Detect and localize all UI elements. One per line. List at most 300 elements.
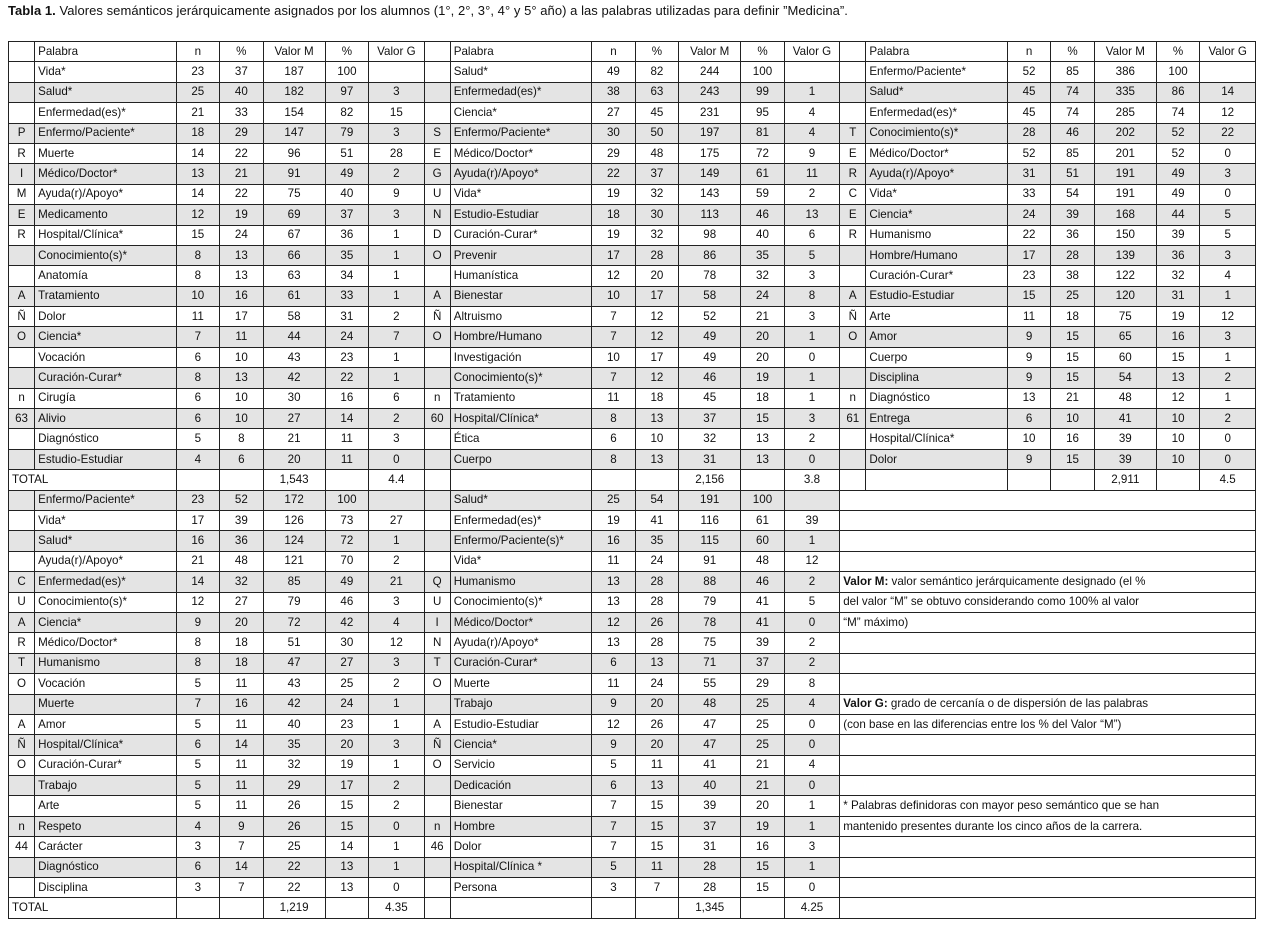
cell-valor-g: 21 <box>369 572 424 592</box>
year-label-cell <box>424 551 450 571</box>
table-row <box>9 409 1256 429</box>
cell-percent: 10 <box>220 388 264 408</box>
cell-valor-m: 197 <box>679 123 741 143</box>
cell-n: 18 <box>176 123 220 143</box>
year-label-cell <box>424 531 450 551</box>
table-row <box>9 735 1256 755</box>
cell-n: 15 <box>176 225 220 245</box>
cell-valor-g: 12 <box>1200 307 1256 327</box>
year-label-cell: I <box>9 164 35 184</box>
cell-valor-g: 0 <box>784 878 839 898</box>
cell-valor-m: 78 <box>679 612 741 632</box>
cell-valor-m: 175 <box>679 143 741 163</box>
cell-valor-m: 201 <box>1094 143 1156 163</box>
cell-percent: 39 <box>220 510 264 530</box>
cell-percent-m: 33 <box>325 286 369 306</box>
cell-palabra: Curación-Curar* <box>866 266 1007 286</box>
cell-percent-m: 13 <box>325 857 369 877</box>
cell-n: 3 <box>176 837 220 857</box>
legend-note <box>840 551 1256 571</box>
cell-percent: 85 <box>1051 62 1095 82</box>
year-label-cell: O <box>840 327 866 347</box>
total-blank <box>635 898 679 918</box>
year-label-cell: R <box>840 164 866 184</box>
cell-valor-g: 22 <box>1200 123 1256 143</box>
cell-n: 11 <box>1007 307 1051 327</box>
cell-valor-g: 4 <box>784 755 839 775</box>
year-label-cell <box>9 103 35 123</box>
cell-valor-g: 1 <box>1200 388 1256 408</box>
cell-valor-g: 0 <box>1200 184 1256 204</box>
cell-valor-g: 9 <box>784 143 839 163</box>
year-label-cell: O <box>9 327 35 347</box>
table-row <box>9 347 1256 367</box>
cell-percent: 28 <box>635 633 679 653</box>
cell-percent: 15 <box>1051 327 1095 347</box>
year-label-cell <box>840 62 866 82</box>
cell-n: 12 <box>592 612 636 632</box>
cell-palabra: Vida* <box>35 510 176 530</box>
total-blank <box>1156 470 1200 490</box>
cell-percent: 13 <box>220 266 264 286</box>
cell-percent: 19 <box>220 205 264 225</box>
semantic-values-table <box>8 41 1256 919</box>
table-row <box>9 184 1256 204</box>
cell-valor-g: 3 <box>1200 164 1256 184</box>
table-row <box>9 816 1256 836</box>
legend-note <box>840 490 1256 510</box>
table-row <box>9 592 1256 612</box>
cell-valor-g: 1 <box>369 245 424 265</box>
table-row <box>9 551 1256 571</box>
cell-palabra: Anatomía <box>35 266 176 286</box>
cell-valor-m: 86 <box>679 245 741 265</box>
cell-valor-g: 1 <box>784 816 839 836</box>
cell-palabra: Médico/Doctor* <box>866 143 1007 163</box>
cell-n: 7 <box>592 327 636 347</box>
cell-percent-m: 16 <box>325 388 369 408</box>
cell-valor-m: 69 <box>263 205 325 225</box>
year-label-cell: n <box>9 388 35 408</box>
cell-palabra: Salud* <box>450 490 591 510</box>
cell-palabra: Muerte <box>450 674 591 694</box>
cell-valor-g: 1 <box>369 225 424 245</box>
cell-n: 14 <box>176 184 220 204</box>
cell-valor-g: 1 <box>369 286 424 306</box>
cell-percent-m: 25 <box>741 735 785 755</box>
year-label-cell: A <box>9 286 35 306</box>
table-row <box>9 878 1256 898</box>
legend-note <box>840 816 1256 836</box>
cell-valor-g: 3 <box>369 82 424 102</box>
cell-percent-m: 15 <box>1156 347 1200 367</box>
cell-palabra: Humanismo <box>866 225 1007 245</box>
legend-text: valor semántico jerárquicamente designado (el % <box>888 574 1146 588</box>
total-row <box>9 898 1256 918</box>
year-label-cell: N <box>424 633 450 653</box>
table-row <box>9 62 1256 82</box>
column-header: % <box>741 42 785 62</box>
year-label-cell: R <box>9 143 35 163</box>
cell-n: 12 <box>592 714 636 734</box>
table-row <box>9 286 1256 306</box>
cell-valor-m: 43 <box>263 674 325 694</box>
cell-valor-g: 0 <box>784 735 839 755</box>
cell-valor-g: 12 <box>784 551 839 571</box>
cell-percent: 32 <box>635 225 679 245</box>
cell-percent: 24 <box>635 551 679 571</box>
legend-text: mantenido presentes durante los cinco años de la carrera. <box>843 819 1143 833</box>
cell-percent: 48 <box>635 143 679 163</box>
cell-palabra: Carácter <box>35 837 176 857</box>
year-label-cell: O <box>424 327 450 347</box>
cell-valor-g: 1 <box>369 368 424 388</box>
cell-valor-g: 2 <box>369 796 424 816</box>
year-label-cell <box>9 429 35 449</box>
table-row <box>9 388 1256 408</box>
cell-n: 7 <box>176 694 220 714</box>
total-blank <box>325 898 369 918</box>
legend-note <box>840 837 1256 857</box>
cell-n: 4 <box>176 816 220 836</box>
cell-percent-m: 35 <box>741 245 785 265</box>
cell-palabra: Vida* <box>35 62 176 82</box>
cell-palabra: Conocimiento(s)* <box>450 368 591 388</box>
cell-percent-m: 100 <box>741 62 785 82</box>
side-cell <box>424 42 450 62</box>
year-label-cell: A <box>9 612 35 632</box>
cell-palabra: Tratamiento <box>35 286 176 306</box>
cell-valor-m: 39 <box>679 796 741 816</box>
year-label-cell <box>424 266 450 286</box>
cell-valor-g: 3 <box>369 653 424 673</box>
cell-percent-m: 36 <box>325 225 369 245</box>
caption-text: Valores semánticos jerárquicamente asignados por los alumnos (1°, 2°, 3°, 4° y 5° año) a las palabras utilizadas para definir ”Medicina”. <box>55 3 848 18</box>
cell-percent-m: 34 <box>325 266 369 286</box>
cell-n: 27 <box>592 103 636 123</box>
cell-percent-m: 10 <box>1156 449 1200 469</box>
cell-percent: 38 <box>1051 266 1095 286</box>
legend-note <box>840 878 1256 898</box>
cell-percent-m: 48 <box>741 551 785 571</box>
cell-percent: 11 <box>220 714 264 734</box>
cell-palabra: Cuerpo <box>450 449 591 469</box>
total-valor-g: 4.25 <box>784 898 839 918</box>
legend-note <box>840 776 1256 796</box>
cell-n: 15 <box>1007 286 1051 306</box>
cell-percent: 40 <box>220 82 264 102</box>
year-label-cell: Ñ <box>9 735 35 755</box>
cell-palabra: Salud* <box>450 62 591 82</box>
table-row <box>9 368 1256 388</box>
cell-percent: 46 <box>1051 123 1095 143</box>
cell-percent-m: 60 <box>741 531 785 551</box>
cell-percent-m: 72 <box>741 143 785 163</box>
cell-percent: 12 <box>635 307 679 327</box>
year-label-cell: O <box>424 245 450 265</box>
cell-percent-m: 73 <box>325 510 369 530</box>
cell-percent-m: 20 <box>325 735 369 755</box>
year-label-cell: A <box>424 714 450 734</box>
cell-percent: 28 <box>635 572 679 592</box>
side-cell <box>9 42 35 62</box>
cell-valor-m: 79 <box>263 592 325 612</box>
cell-percent: 18 <box>1051 307 1095 327</box>
cell-valor-g: 8 <box>784 286 839 306</box>
cell-percent-m: 46 <box>325 592 369 612</box>
year-label-cell <box>424 82 450 102</box>
cell-valor-m: 231 <box>679 103 741 123</box>
cell-n: 12 <box>592 266 636 286</box>
legend-note <box>840 755 1256 775</box>
cell-palabra: Prevenir <box>450 245 591 265</box>
cell-n: 9 <box>1007 368 1051 388</box>
cell-n: 7 <box>592 816 636 836</box>
cell-n: 13 <box>592 633 636 653</box>
cell-valor-g: 2 <box>369 551 424 571</box>
cell-percent-m: 31 <box>1156 286 1200 306</box>
table-row <box>9 776 1256 796</box>
cell-valor-g: 3 <box>369 123 424 143</box>
cell-n: 5 <box>176 755 220 775</box>
cell-percent: 11 <box>220 755 264 775</box>
table-row <box>9 449 1256 469</box>
total-side <box>424 898 450 918</box>
cell-palabra: Hospital/Clínica* <box>35 225 176 245</box>
cell-n: 7 <box>592 796 636 816</box>
cell-valor-g: 2 <box>369 307 424 327</box>
cell-valor-m: 22 <box>263 878 325 898</box>
cell-palabra: Ayuda(r)/Apoyo* <box>450 164 591 184</box>
legend-note <box>840 857 1256 877</box>
cell-palabra: Humanismo <box>450 572 591 592</box>
year-label-cell: E <box>840 143 866 163</box>
cell-percent-m: 17 <box>325 776 369 796</box>
cell-n: 7 <box>592 307 636 327</box>
year-label-cell: Ñ <box>424 735 450 755</box>
total-blank <box>325 470 369 490</box>
cell-percent: 48 <box>220 551 264 571</box>
table-row <box>9 633 1256 653</box>
cell-percent: 85 <box>1051 143 1095 163</box>
cell-palabra: Hospital/Clínica* <box>35 735 176 755</box>
cell-n: 22 <box>1007 225 1051 245</box>
cell-n: 17 <box>176 510 220 530</box>
cell-n: 3 <box>176 878 220 898</box>
cell-valor-g: 2 <box>369 164 424 184</box>
cell-percent-m: 46 <box>741 205 785 225</box>
cell-valor-m: 37 <box>679 409 741 429</box>
table-row <box>9 103 1256 123</box>
table-row <box>9 205 1256 225</box>
cell-percent: 21 <box>220 164 264 184</box>
cell-palabra: Tratamiento <box>450 388 591 408</box>
cell-valor-m: 51 <box>263 633 325 653</box>
cell-n: 13 <box>1007 388 1051 408</box>
year-label-cell: n <box>424 816 450 836</box>
legend-text: (con base en las diferencias entre los % del Valor “M”) <box>843 717 1122 731</box>
cell-valor-m: 78 <box>679 266 741 286</box>
cell-percent: 11 <box>635 857 679 877</box>
cell-n: 6 <box>592 776 636 796</box>
cell-palabra: Hombre/Humano <box>450 327 591 347</box>
cell-valor-m: 48 <box>679 694 741 714</box>
table-row <box>9 266 1256 286</box>
cell-valor-m: 27 <box>263 409 325 429</box>
cell-percent: 17 <box>635 347 679 367</box>
table-row <box>9 225 1256 245</box>
cell-palabra: Ayuda(r)/Apoyo* <box>35 551 176 571</box>
cell-valor-m: 28 <box>679 878 741 898</box>
cell-valor-m: 168 <box>1094 205 1156 225</box>
total-blank <box>176 898 220 918</box>
year-label-cell: 44 <box>9 837 35 857</box>
cell-percent-m: 22 <box>325 368 369 388</box>
column-header: Valor G <box>784 42 839 62</box>
cell-percent: 39 <box>1051 205 1095 225</box>
total-valor-m: 1,543 <box>263 470 325 490</box>
legend-term: Valor G: <box>843 697 888 711</box>
table-row <box>9 82 1256 102</box>
cell-percent: 10 <box>220 347 264 367</box>
cell-n: 18 <box>592 205 636 225</box>
table-row <box>9 143 1256 163</box>
table-row <box>9 796 1256 816</box>
cell-palabra: Enfermedad(es)* <box>450 510 591 530</box>
table-row <box>9 674 1256 694</box>
cell-valor-g: 3 <box>369 735 424 755</box>
year-label-cell: O <box>424 755 450 775</box>
cell-n: 6 <box>176 388 220 408</box>
year-label-cell <box>424 62 450 82</box>
cell-n: 14 <box>176 143 220 163</box>
total-valor-g: 3.8 <box>784 470 839 490</box>
cell-percent: 7 <box>220 878 264 898</box>
year-label-cell: U <box>9 592 35 612</box>
cell-valor-g: 1 <box>369 857 424 877</box>
year-label-cell <box>424 694 450 714</box>
year-label-cell <box>9 878 35 898</box>
cell-percent-m: 79 <box>325 123 369 143</box>
cell-percent: 14 <box>220 735 264 755</box>
total-valor-m: 1,345 <box>679 898 741 918</box>
cell-percent-m: 49 <box>1156 184 1200 204</box>
cell-valor-g: 5 <box>784 245 839 265</box>
year-label-cell: n <box>840 388 866 408</box>
cell-palabra: Alivio <box>35 409 176 429</box>
cell-percent-m: 20 <box>741 347 785 367</box>
year-label-cell: 60 <box>424 409 450 429</box>
cell-valor-g: 3 <box>784 266 839 286</box>
cell-percent-m: 37 <box>741 653 785 673</box>
cell-n: 25 <box>592 490 636 510</box>
year-label-cell <box>9 796 35 816</box>
cell-valor-m: 42 <box>263 368 325 388</box>
cell-palabra: Curación-Curar* <box>450 653 591 673</box>
year-label-cell <box>840 347 866 367</box>
side-cell <box>840 42 866 62</box>
cell-percent: 27 <box>220 592 264 612</box>
legend-note <box>840 531 1256 551</box>
cell-percent-m: 16 <box>1156 327 1200 347</box>
cell-percent: 12 <box>635 368 679 388</box>
cell-valor-g: 0 <box>1200 429 1256 449</box>
cell-percent: 11 <box>220 796 264 816</box>
header-row <box>9 42 1256 62</box>
legend-note <box>840 796 1256 816</box>
cell-percent: 13 <box>635 776 679 796</box>
cell-valor-g: 0 <box>784 347 839 367</box>
year-label-cell <box>840 266 866 286</box>
cell-n: 29 <box>592 143 636 163</box>
cell-valor-m: 150 <box>1094 225 1156 245</box>
cell-valor-g: 4 <box>369 612 424 632</box>
table-row <box>9 531 1256 551</box>
cell-percent: 7 <box>635 878 679 898</box>
cell-percent-m: 24 <box>325 694 369 714</box>
cell-percent: 9 <box>220 816 264 836</box>
table-row <box>9 572 1256 592</box>
cell-palabra: Dolor <box>450 837 591 857</box>
cell-valor-g: 0 <box>1200 143 1256 163</box>
cell-percent-m: 15 <box>741 878 785 898</box>
cell-valor-m: 58 <box>679 286 741 306</box>
cell-valor-m: 191 <box>679 490 741 510</box>
column-header: % <box>1156 42 1200 62</box>
cell-valor-g: 2 <box>784 633 839 653</box>
total-valor-m: 2,911 <box>1094 470 1156 490</box>
cell-valor-m: 35 <box>263 735 325 755</box>
cell-percent-m: 52 <box>1156 123 1200 143</box>
cell-percent: 8 <box>220 429 264 449</box>
year-label-cell: T <box>424 653 450 673</box>
cell-percent: 36 <box>220 531 264 551</box>
cell-percent-m: 40 <box>325 184 369 204</box>
cell-percent-m: 29 <box>741 674 785 694</box>
table-row <box>9 307 1256 327</box>
cell-valor-m: 91 <box>263 164 325 184</box>
total-label: TOTAL <box>9 470 177 490</box>
cell-percent-m: 15 <box>741 857 785 877</box>
cell-percent-m: 72 <box>325 531 369 551</box>
year-label-cell: M <box>9 184 35 204</box>
cell-valor-m: 120 <box>1094 286 1156 306</box>
table-row <box>9 429 1256 449</box>
cell-palabra: Vida* <box>866 184 1007 204</box>
cell-palabra: Bienestar <box>450 796 591 816</box>
cell-n: 17 <box>1007 245 1051 265</box>
year-label-cell <box>424 878 450 898</box>
cell-valor-m: 187 <box>263 62 325 82</box>
cell-n: 11 <box>592 551 636 571</box>
cell-n: 23 <box>1007 266 1051 286</box>
cell-valor-g: 1 <box>784 388 839 408</box>
cell-percent-m: 27 <box>325 653 369 673</box>
cell-valor-m: 54 <box>1094 368 1156 388</box>
cell-percent-m: 19 <box>741 816 785 836</box>
cell-valor-g: 2 <box>369 674 424 694</box>
cell-valor-g: 0 <box>784 776 839 796</box>
cell-valor-g: 1 <box>369 531 424 551</box>
cell-n: 4 <box>176 449 220 469</box>
cell-percent-m: 10 <box>1156 409 1200 429</box>
cell-percent-m: 100 <box>1156 62 1200 82</box>
cell-n: 6 <box>592 429 636 449</box>
year-label-cell: Ñ <box>9 307 35 327</box>
cell-percent-m: 61 <box>741 164 785 184</box>
cell-palabra: Arte <box>866 307 1007 327</box>
cell-percent: 29 <box>220 123 264 143</box>
